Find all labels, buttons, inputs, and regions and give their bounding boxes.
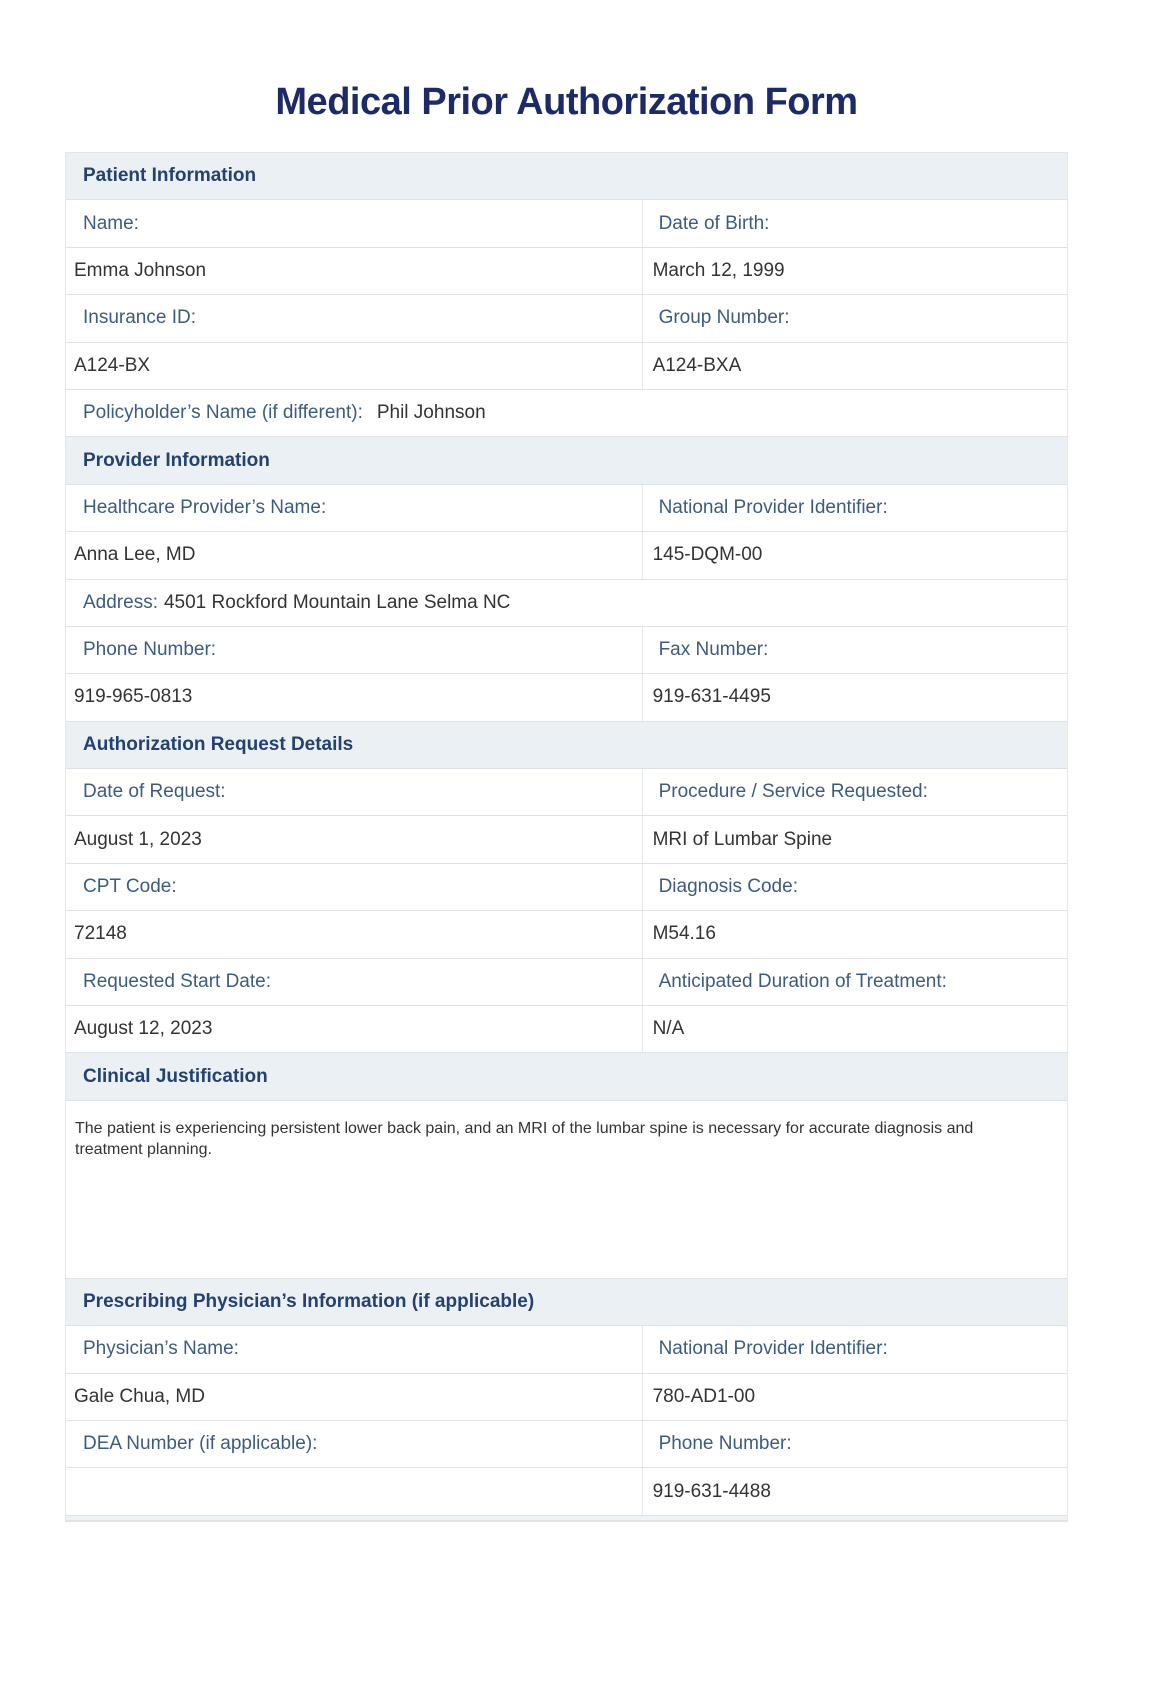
section-title-authorization-request: Authorization Request Details (83, 733, 354, 755)
dea-number-label: DEA Number (if applicable): (83, 1433, 318, 1455)
row-policyholder-name (66, 390, 1067, 437)
row-cpt-diagnosis-labels (66, 864, 1067, 911)
section-header-prescribing-physician (66, 1279, 1067, 1326)
table-bottom-edge (65, 1516, 1068, 1522)
row-cpt-diagnosis-values (66, 911, 1067, 958)
policyholder-label: Policyholder’s Name (if different): (83, 402, 363, 424)
provider-npi-label: National Provider Identifier: (642, 485, 1067, 531)
clinical-justification-text: The patient is experiencing persistent lower back pain, and an MRI of the lumbar spine is necessary for accurate diagnosis and treatment planning. (75, 1119, 974, 1159)
provider-fax-label: Fax Number: (642, 627, 1067, 673)
insurance-id-label: Insurance ID: (83, 307, 196, 329)
cpt-code-label: CPT Code: (83, 876, 177, 898)
row-provider-address (66, 580, 1067, 627)
prescriber-npi-label: National Provider Identifier: (642, 1326, 1067, 1372)
row-insurance-group-labels (66, 295, 1067, 342)
prescriber-phone-value: 919-631-4488 (642, 1468, 1067, 1514)
document-page (65, 52, 1068, 1522)
group-number-label: Group Number: (642, 295, 1067, 341)
prescriber-phone-label: Phone Number: (642, 1421, 1067, 1467)
cpt-code-value: 72148 (74, 923, 127, 945)
provider-address-label: Address: (83, 591, 158, 613)
provider-address-field (66, 580, 1067, 626)
insurance-id-value: A124-BX (74, 354, 151, 376)
row-provider-phone-fax-values (66, 674, 1067, 721)
provider-fax-value: 919-631-4495 (642, 674, 1067, 720)
patient-dob-value: March 12, 1999 (642, 248, 1067, 294)
row-physician-name-npi-labels (66, 1326, 1067, 1373)
procedure-requested-label: Procedure / Service Requested: (642, 769, 1067, 815)
dea-number-value (66, 1468, 642, 1514)
group-number-value: A124-BXA (642, 343, 1067, 389)
start-date-value: August 12, 2023 (74, 1018, 213, 1040)
procedure-requested-value: MRI of Lumbar Spine (642, 816, 1067, 862)
section-header-authorization-request (66, 722, 1067, 769)
section-title-prescribing-physician: Prescribing Physician’s Information (if applicable) (83, 1291, 535, 1312)
patient-dob-label: Date of Birth: (642, 200, 1067, 246)
section-title-patient-information: Patient Information (83, 165, 257, 187)
duration-value: N/A (642, 1006, 1067, 1052)
row-provider-name-npi-labels (66, 485, 1067, 532)
provider-address-value: 4501 Rockford Mountain Lane Selma NC (163, 591, 511, 613)
prior-authorization-form (65, 152, 1068, 1516)
physician-name-label: Physician’s Name: (83, 1338, 239, 1360)
row-dea-phone-values (66, 1468, 1067, 1515)
patient-name-value: Emma Johnson (74, 259, 207, 281)
row-start-date-duration-values (66, 1006, 1067, 1053)
row-patient-name-dob-labels (66, 200, 1067, 247)
row-request-date-procedure-labels (66, 769, 1067, 816)
form-title: Medical Prior Authorization Form (275, 80, 858, 123)
provider-name-value: Anna Lee, MD (74, 544, 196, 566)
provider-phone-value: 919-965-0813 (74, 686, 193, 708)
section-header-patient-information (66, 153, 1067, 200)
provider-phone-label: Phone Number: (83, 639, 217, 661)
policyholder-field (66, 390, 1067, 436)
diagnosis-code-value: M54.16 (642, 911, 1067, 957)
row-start-date-duration-labels (66, 959, 1067, 1006)
provider-name-label: Healthcare Provider’s Name: (83, 496, 327, 518)
prescriber-npi-value: 780-AD1-00 (642, 1374, 1067, 1420)
request-date-value: August 1, 2023 (74, 828, 202, 850)
row-patient-name-dob-values (66, 248, 1067, 295)
policyholder-value: Phil Johnson (376, 402, 486, 424)
section-header-provider-information (66, 437, 1067, 484)
physician-name-value: Gale Chua, MD (74, 1385, 205, 1407)
section-header-clinical-justification (66, 1053, 1067, 1100)
provider-npi-value: 145-DQM-00 (642, 532, 1067, 578)
diagnosis-code-label: Diagnosis Code: (642, 864, 1067, 910)
row-request-date-procedure-values (66, 816, 1067, 863)
row-physician-name-npi-values (66, 1374, 1067, 1421)
row-insurance-group-values (66, 343, 1067, 390)
row-clinical-justification-text (66, 1101, 1067, 1279)
row-dea-phone-labels (66, 1421, 1067, 1468)
row-provider-name-npi-values (66, 532, 1067, 579)
section-title-provider-information: Provider Information (83, 449, 270, 471)
request-date-label: Date of Request: (83, 781, 226, 803)
start-date-label: Requested Start Date: (83, 970, 271, 992)
row-provider-phone-fax-labels (66, 627, 1067, 674)
duration-label: Anticipated Duration of Treatment: (642, 959, 1067, 1005)
patient-name-label: Name: (83, 212, 139, 234)
section-title-clinical-justification: Clinical Justification (83, 1065, 268, 1087)
